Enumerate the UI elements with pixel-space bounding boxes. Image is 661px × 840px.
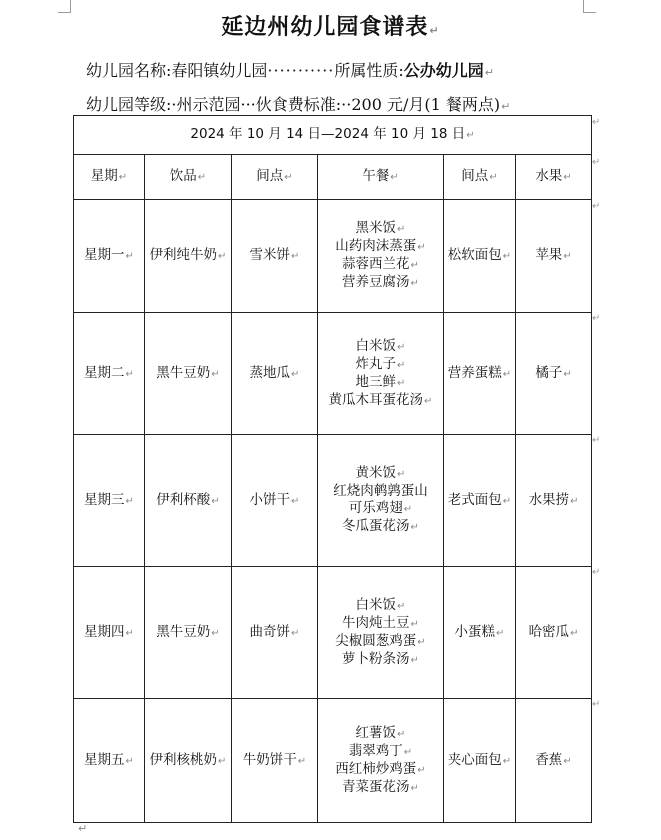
document-end-mark: ↵: [78, 822, 88, 835]
paragraph-mark: ↵: [424, 395, 433, 407]
lunch-text: 炸丸子: [355, 355, 397, 372]
paragraph-mark: ↵: [125, 495, 134, 507]
date-range-row: [74, 116, 592, 155]
snack-am-cell[interactable]: [232, 200, 318, 313]
lunch-item: [320, 725, 441, 743]
lunch-item: [320, 500, 441, 518]
row-end-mark: ↵: [592, 435, 601, 446]
paragraph-mark: ↵: [397, 728, 406, 740]
header-label: 水果: [535, 168, 563, 184]
paragraph-mark: ↵: [125, 368, 134, 380]
lunch-item: [320, 651, 441, 669]
lunch-cell[interactable]: [318, 567, 444, 699]
lunch-item: [320, 615, 441, 633]
lunch-item: [320, 356, 441, 374]
table-row: [74, 699, 592, 823]
paragraph-mark: ↵: [502, 755, 512, 767]
lunch-cell[interactable]: [318, 313, 444, 435]
type-label: 所属性质:: [334, 61, 404, 80]
fruit-cell[interactable]: [516, 699, 592, 823]
snack-pm-cell[interactable]: [444, 567, 516, 699]
fruit-value: 水果捞: [528, 491, 570, 508]
paragraph-mark: ↵: [466, 130, 475, 141]
lunch-cell[interactable]: [318, 699, 444, 823]
table-row: [74, 435, 592, 567]
day-cell[interactable]: [74, 435, 145, 567]
paragraph-mark: ↵: [397, 359, 406, 371]
lunch-text: 翡翠鸡丁: [348, 742, 403, 759]
paragraph-mark: ↵: [563, 755, 572, 767]
lunch-item: [320, 374, 441, 392]
fee-label: 伙食费标准:··: [255, 95, 352, 114]
drink-value: 伊利核桃奶: [149, 751, 218, 768]
lunch-item: [320, 779, 441, 797]
drink-cell[interactable]: [145, 313, 232, 435]
snack-pm-cell[interactable]: [444, 313, 516, 435]
paragraph-mark: ↵: [125, 755, 134, 767]
meal-fee[interactable]: 200 元/月(1 餐两点): [351, 95, 501, 114]
paragraph-mark: ↵: [397, 377, 406, 389]
lunch-text: 青菜蛋花汤: [342, 778, 410, 795]
paragraph-mark: ↵: [417, 242, 426, 253]
lunch-item: [320, 465, 441, 483]
paragraph-mark: ↵: [410, 782, 419, 794]
paragraph-mark: ↵: [484, 66, 495, 79]
lunch-text: 红烧肉鹌鹑蛋山: [333, 483, 428, 499]
day-label: 星期三: [84, 491, 125, 508]
date-range: 2024 年 10 月 14 日—2024 年 10 月 18 日: [190, 126, 466, 142]
header-row: [74, 155, 592, 200]
paragraph-mark: ↵: [403, 746, 413, 758]
level-label: 幼儿园等级:: [86, 95, 172, 114]
header-label: 饮品: [169, 168, 197, 184]
lunch-text: 地三鲜: [355, 373, 397, 390]
lunch-item: [320, 392, 441, 410]
fruit-value: 香蕉: [535, 751, 563, 768]
paragraph-mark: ↵: [125, 251, 134, 262]
header-label: 午餐: [362, 168, 390, 184]
snack-pm-cell[interactable]: [444, 435, 516, 567]
kindergarten-level-line[interactable]: [86, 92, 510, 115]
row-end-mark: ↵: [592, 313, 601, 324]
row-end-mark: ↵: [592, 201, 601, 212]
paragraph-mark: ↵: [397, 341, 406, 353]
paragraph-mark: ↵: [284, 172, 293, 183]
drink-value: 黑牛豆奶: [156, 364, 211, 381]
kindergarten-level[interactable]: ·州示范园···: [171, 95, 256, 114]
snack-am-value: 小饼干: [249, 491, 291, 508]
paragraph-mark: ↵: [502, 368, 512, 380]
drink-cell[interactable]: [145, 435, 232, 567]
paragraph-mark: ↵: [489, 172, 498, 183]
paragraph-mark: ↵: [410, 654, 419, 666]
lunch-item: [320, 220, 441, 238]
snack-pm-value: 营养蛋糕: [447, 364, 502, 381]
lunch-item: [320, 743, 441, 761]
day-cell[interactable]: [74, 699, 145, 823]
paragraph-mark: ↵: [390, 172, 399, 183]
paragraph-mark: ↵: [218, 755, 227, 767]
lunch-text: 蒜蓉西兰花: [342, 256, 410, 272]
paragraph-mark: ↵: [570, 495, 579, 507]
snack-pm-value: 老式面包: [447, 491, 502, 508]
table-row: [74, 567, 592, 699]
header-cell-fruit[interactable]: [516, 155, 592, 200]
lunch-item: [320, 238, 441, 256]
paragraph-mark: ↵: [291, 251, 300, 262]
day-cell[interactable]: [74, 200, 145, 313]
header-cell-lunch[interactable]: [318, 155, 444, 200]
paragraph-mark: ↵: [563, 172, 572, 183]
header-label: 星期: [90, 168, 118, 184]
kindergarten-type[interactable]: 公办幼儿园: [403, 61, 484, 80]
day-cell[interactable]: [74, 313, 145, 435]
lunch-item: [320, 761, 441, 779]
snack-pm-value: 夹心面包: [447, 751, 502, 768]
day-label: 星期二: [84, 364, 125, 381]
snack-am-value: 牛奶饼干: [242, 751, 297, 768]
row-end-mark: ↵: [592, 699, 601, 710]
row-end-mark: ↵: [592, 567, 601, 578]
fruit-cell[interactable]: [516, 200, 592, 313]
paragraph-mark: ↵: [417, 764, 426, 776]
header-cell-day[interactable]: [74, 155, 145, 200]
paragraph-mark: ↵: [410, 260, 419, 271]
name-label: 幼儿园名称:: [86, 61, 172, 80]
date-range-cell[interactable]: [74, 116, 592, 155]
paragraph-mark: ↵: [211, 495, 220, 507]
snack-pm-cell[interactable]: [444, 699, 516, 823]
lunch-item: [320, 597, 441, 615]
header-cell-snack-pm[interactable]: [444, 155, 516, 200]
lunch-text: 黄瓜木耳蛋花汤: [328, 391, 424, 408]
lunch-item: [320, 518, 441, 536]
lunch-cell[interactable]: [318, 435, 444, 567]
table-row: [74, 200, 592, 313]
paragraph-mark: ↵: [397, 224, 406, 235]
day-label: 星期五: [84, 751, 125, 768]
lunch-item: [320, 483, 441, 500]
drink-value: 伊利纯牛奶: [149, 247, 218, 263]
paragraph-mark: ↵: [410, 618, 419, 630]
drink-cell[interactable]: [145, 699, 232, 823]
paragraph-mark: ↵: [291, 627, 300, 639]
paragraph-mark: ↵: [118, 172, 128, 183]
fruit-cell[interactable]: [516, 313, 592, 435]
fruit-cell[interactable]: [516, 567, 592, 699]
menu-table: [73, 115, 592, 823]
fruit-cell[interactable]: [516, 435, 592, 567]
lunch-cell[interactable]: [318, 200, 444, 313]
paragraph-mark: ↵: [291, 495, 300, 507]
lunch-text: 西红柿炒鸡蛋: [335, 760, 417, 777]
paragraph-mark: ↵: [502, 251, 512, 262]
lunch-item: [320, 274, 441, 292]
lunch-text: 可乐鸡翅: [348, 500, 403, 516]
lunch-item: [320, 633, 441, 651]
paragraph-mark: ↵: [570, 627, 579, 639]
paragraph-mark: ↵: [502, 495, 512, 507]
header-label: 间点: [461, 168, 489, 184]
snack-am-cell[interactable]: [232, 313, 318, 435]
snack-pm-value: 松软面包: [447, 247, 502, 263]
row-end-mark: ↵: [592, 157, 601, 168]
kindergarten-name[interactable]: 春阳镇幼儿园: [171, 61, 268, 80]
snack-pm-value: 小蛋糕: [454, 623, 496, 640]
snack-am-value: 雪米饼: [249, 247, 291, 263]
paragraph-mark: ↵: [397, 469, 406, 480]
lunch-text: 尖椒圆葱鸡蛋: [335, 632, 417, 649]
paragraph-mark: ↵: [429, 24, 440, 37]
table-row: [74, 313, 592, 435]
drink-value: 黑牛豆奶: [156, 623, 211, 640]
header-label: 间点: [256, 168, 284, 184]
drink-cell[interactable]: [145, 200, 232, 313]
paragraph-mark: ↵: [397, 600, 406, 612]
day-label: 星期四: [84, 623, 125, 640]
paragraph-mark: ↵: [197, 172, 207, 183]
snack-am-cell[interactable]: [232, 435, 318, 567]
paragraph-mark: ↵: [403, 504, 413, 515]
paragraph-mark: ↵: [125, 627, 134, 639]
lunch-text: 白米饭: [355, 337, 397, 354]
paragraph-mark: ↵: [297, 755, 307, 767]
lunch-text: 山药肉沫蒸蛋: [335, 238, 417, 254]
title-text[interactable]: 延边州幼儿园食谱表: [221, 14, 429, 40]
kindergarten-info-line[interactable]: [86, 58, 494, 81]
day-cell[interactable]: [74, 567, 145, 699]
lunch-item: [320, 256, 441, 274]
drink-value: 伊利杯酸: [156, 491, 211, 508]
fruit-value: 橘子: [535, 364, 563, 381]
snack-am-value: 蒸地瓜: [249, 364, 291, 381]
paragraph-mark: ↵: [563, 368, 572, 380]
paragraph-mark: ↵: [211, 627, 220, 639]
lunch-text: 红薯饭: [355, 724, 397, 741]
paragraph-mark: ↵: [218, 251, 227, 262]
paragraph-mark: ↵: [496, 627, 505, 639]
lunch-text: 营养豆腐汤: [342, 274, 410, 290]
paragraph-mark: ↵: [291, 368, 300, 380]
lunch-text: 萝卜粉条汤: [342, 650, 410, 667]
header-cell-snack-am[interactable]: [232, 155, 318, 200]
paragraph-mark: ↵: [417, 636, 426, 648]
lunch-text: 冬瓜蛋花汤: [342, 518, 410, 534]
drink-cell[interactable]: [145, 567, 232, 699]
paragraph-mark: ↵: [501, 100, 511, 113]
snack-am-cell[interactable]: [232, 567, 318, 699]
lunch-text: 黄米饭: [355, 465, 397, 481]
snack-pm-cell[interactable]: [444, 200, 516, 313]
fruit-value: 苹果: [535, 247, 563, 263]
lunch-text: 黑米饭: [355, 220, 397, 236]
lunch-text: 白米饭: [355, 596, 397, 613]
paragraph-mark: ↵: [563, 251, 572, 262]
document-title[interactable]: [0, 10, 661, 41]
paragraph-mark: ↵: [211, 368, 220, 380]
fruit-value: 哈密瓜: [528, 623, 570, 640]
lunch-item: [320, 338, 441, 356]
row-end-mark: ↵: [592, 117, 601, 128]
day-label: 星期一: [84, 247, 125, 263]
paragraph-mark: ↵: [410, 278, 419, 289]
header-cell-drink[interactable]: [145, 155, 232, 200]
snack-am-value: 曲奇饼: [249, 623, 291, 640]
paragraph-mark: ↵: [410, 522, 419, 533]
snack-am-cell[interactable]: [232, 699, 318, 823]
lunch-text: 牛肉炖土豆: [342, 614, 410, 631]
leader-dots: ···········: [267, 61, 335, 80]
